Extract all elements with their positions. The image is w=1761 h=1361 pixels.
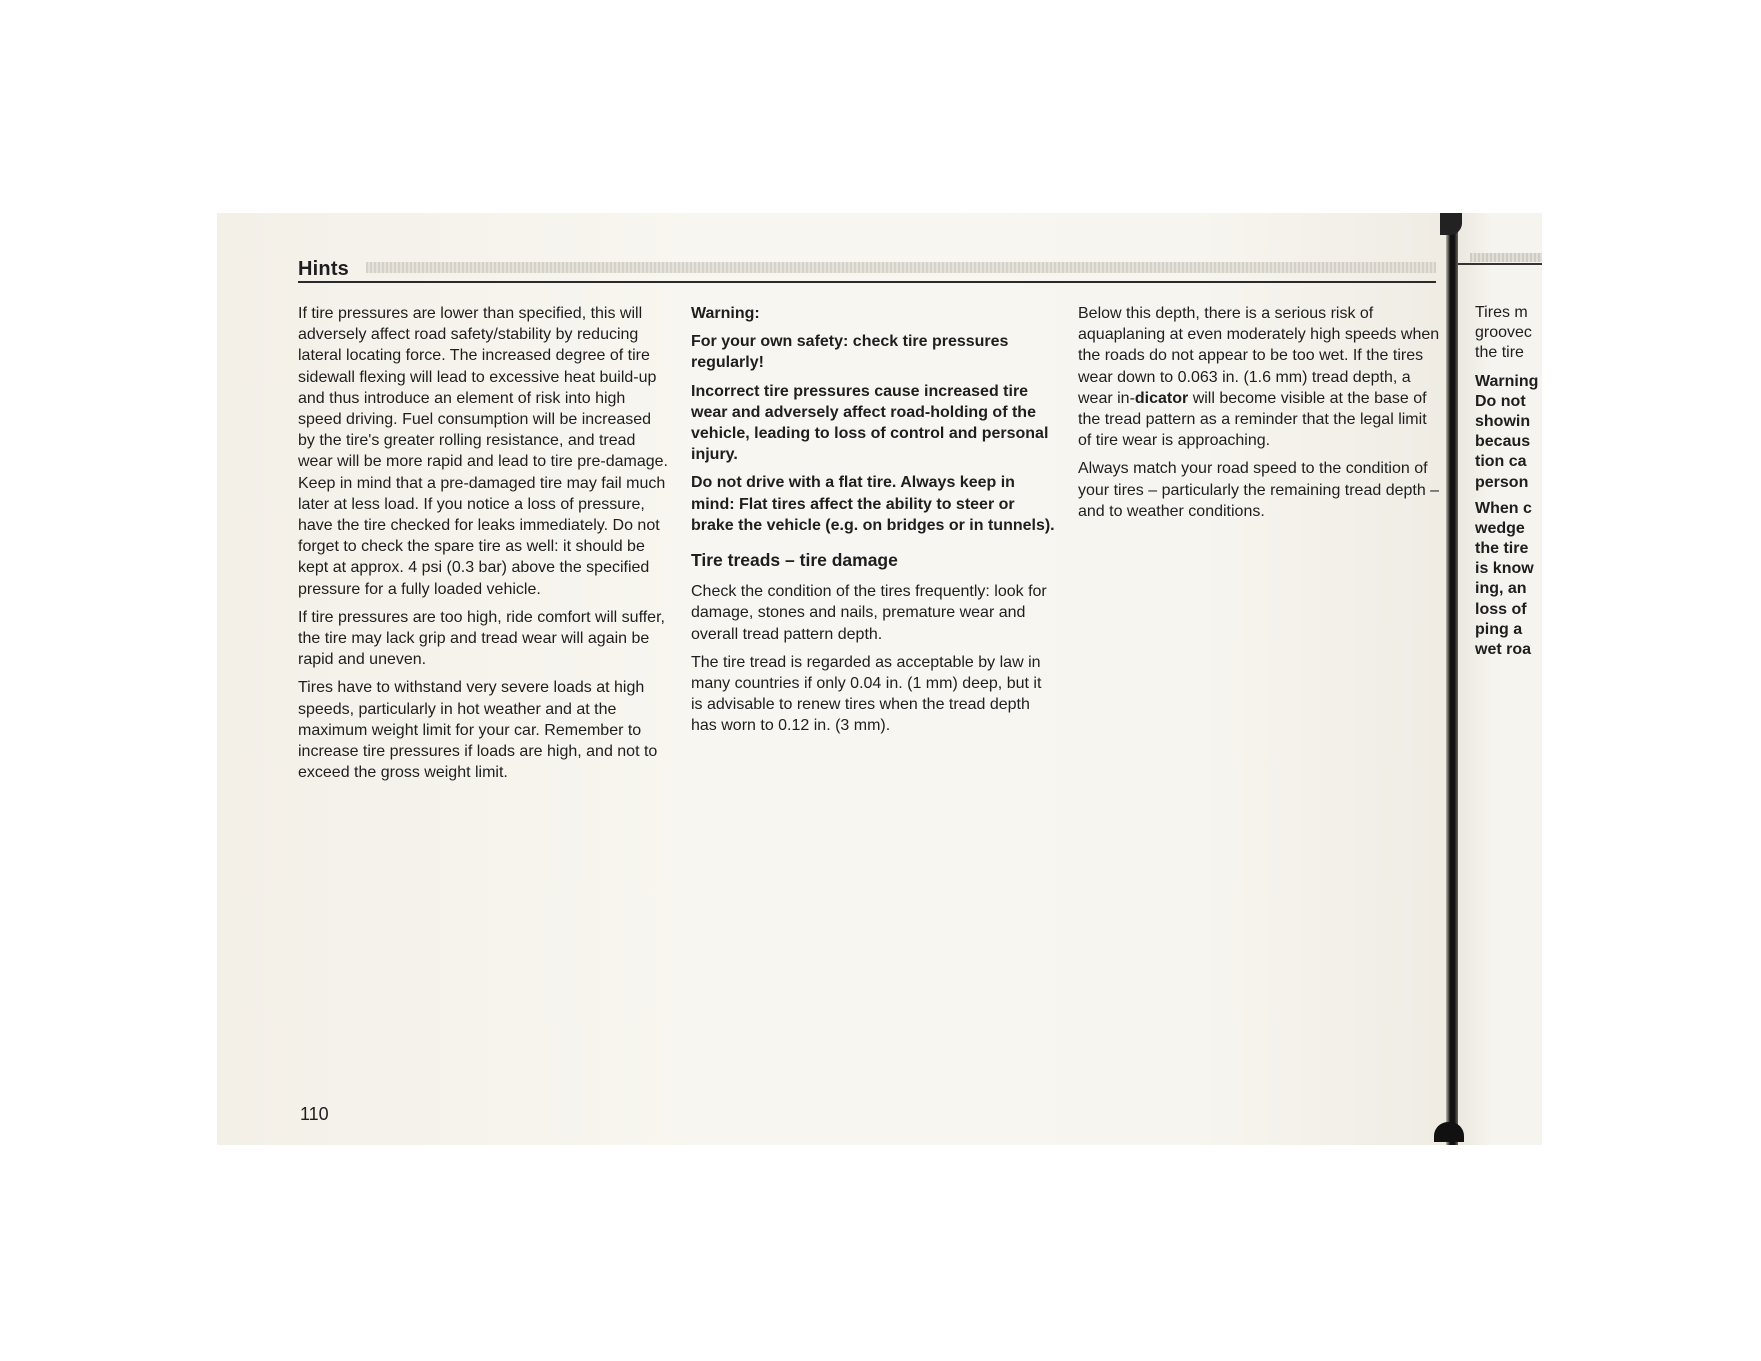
next-page-bold-line: showin <box>1475 412 1531 430</box>
next-page-bold-line: person <box>1475 473 1529 491</box>
paragraph-text: Below this depth, there is a serious risk of aquaplaning at even moderately high speeds when the roads do not appear to be too wet. If the tires wear down to 0.063 in. (1.6 mm) tread depth, a wear in- <box>1078 305 1440 407</box>
next-page-bold-line: loss of <box>1475 600 1527 618</box>
book-gutter-bottom <box>1434 1122 1464 1142</box>
right-page-header-rule <box>1458 263 1542 265</box>
body-paragraph: Always match your road speed to the condition of your tires – particularly the remaining tread depth – and to weather conditions. <box>1078 460 1440 520</box>
next-page-bold-line: ping a <box>1475 620 1523 638</box>
next-page-line: the tire <box>1475 344 1524 362</box>
warning-line: Incorrect tire pressures cause increased tire wear and adversely affect road-holding of the vehicle, leading to loss of control and personal injury. <box>691 382 1049 464</box>
next-page-bold-line: wedge <box>1475 519 1525 537</box>
body-paragraph: Tires have to withstand very severe loads at high speeds, particularly in hot weather and at the maximum weight limit for your car. Remember to increase tire pressures if loads are high, and not to exceed the gross weight limit. <box>298 679 658 782</box>
warning-line: Do not drive with a flat tire. Always keep in mind: Flat tires affect the ability to steer or brake the vehicle (e.g. on bridges or in tunnels). <box>691 474 1055 534</box>
next-page-bold-line: Do not <box>1475 392 1526 410</box>
text-column-2 <box>691 303 1055 744</box>
next-page-line: groovec <box>1475 324 1532 342</box>
book-gutter <box>1446 213 1458 1145</box>
text-column-1 <box>298 303 668 790</box>
warning-line: For your own safety: check tire pressures regularly! <box>691 333 1009 372</box>
wear-indicator-term: dicator <box>1134 389 1189 407</box>
right-page-edge <box>1458 213 1542 1145</box>
section-header-band <box>366 262 1436 273</box>
page-number: 110 <box>300 1104 329 1124</box>
body-paragraph: If tire pressures are too high, ride comfort will suffer, the tire may lack grip and tread wear will again be rapid and uneven. <box>298 608 665 669</box>
next-page-bold-line: the tire <box>1475 540 1529 558</box>
section-header-title: Hints <box>298 258 349 280</box>
section-heading: Tire treads – tire damage <box>691 550 898 571</box>
warning-title: Warning: <box>691 305 760 322</box>
next-page-bold-line: When c <box>1475 499 1532 517</box>
section-header-rule <box>298 281 1436 283</box>
body-paragraph <box>1078 303 1440 451</box>
next-page-bold-line: wet roa <box>1475 641 1532 658</box>
body-paragraph: If tire pressures are lower than specified, this will adversely affect road safety/stability by reducing lateral locating force. The increased degree of tire sidewall flexing will lead to excessive heat build-up and thus introduce an element of risk into high speed driving. Fuel consumption will be increased by the tire's greater rolling resistance, and tread wear will be more rapid and lead to tire pre-damage. Keep in mind that a pre-damaged tire may fail much later at less load. If you notice a loss of pressure, have the tire checked for leaks immediately. Do not forget to check the spare tire as well: it should be kept at approx. 4 psi (0.3 bar) above the specified pressure for a fully loaded vehicle. <box>298 305 668 598</box>
next-page-bold-line: tion ca <box>1475 453 1527 471</box>
next-page-bold-line: becaus <box>1475 433 1531 451</box>
next-page-bold-line: is know <box>1475 560 1534 578</box>
next-page-bold-line: ing, an <box>1475 580 1527 598</box>
right-page-header-band <box>1470 253 1542 262</box>
paragraph-text: will become visible at the base of the tread pattern as a reminder that the legal limit of tire wear is approaching. <box>1078 389 1427 450</box>
body-paragraph: Check the condition of the tires frequently: look for damage, stones and nails, premature wear and overall tread pattern depth. <box>691 583 1047 643</box>
body-paragraph: The tire tread is regarded as acceptable by law in many countries if only 0.04 in. (1 mm) deep, but it is advisable to renew tires when the tread depth has worn to 0.12 in. (3 mm). <box>691 653 1042 735</box>
text-column-3 <box>1078 303 1440 529</box>
next-page-line: Tires m <box>1475 304 1528 321</box>
right-page-text <box>1475 303 1542 660</box>
next-page-bold-line: Warning <box>1475 372 1539 390</box>
